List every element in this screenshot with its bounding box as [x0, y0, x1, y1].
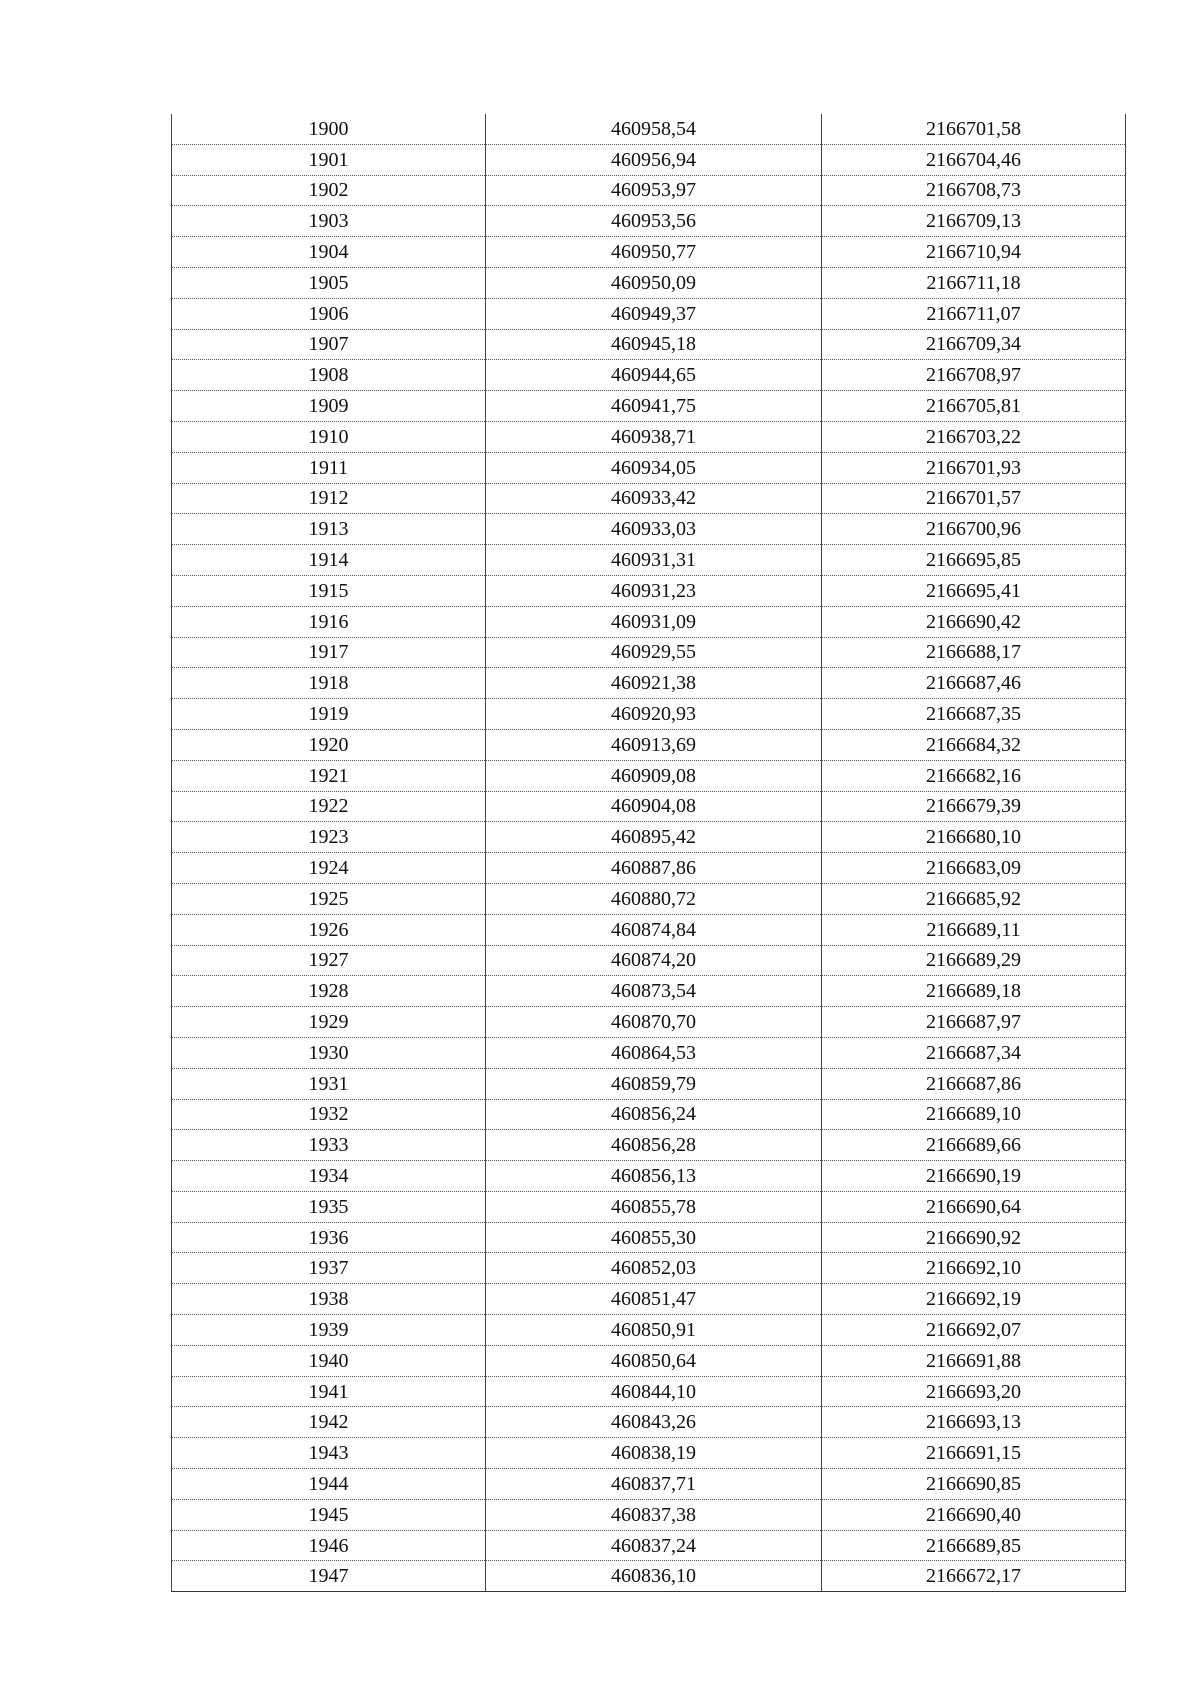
point-number-cell: 1934: [172, 1161, 486, 1192]
point-number-cell: 1944: [172, 1469, 486, 1500]
table-row: [172, 114, 1126, 144]
y-coordinate-cell: 2166680,10: [822, 822, 1126, 853]
table-row: [172, 1345, 1126, 1376]
y-coordinate-cell: 2166690,85: [822, 1469, 1126, 1500]
table-row: [172, 1438, 1126, 1469]
point-number-cell: 1925: [172, 883, 486, 914]
y-coordinate-cell: 2166683,09: [822, 853, 1126, 884]
y-coordinate-cell: 2166692,10: [822, 1253, 1126, 1284]
y-coordinate-cell: 2166690,19: [822, 1161, 1126, 1192]
y-coordinate-cell: 2166689,66: [822, 1130, 1126, 1161]
y-coordinate-cell: 2166704,46: [822, 144, 1126, 175]
y-coordinate-cell: 2166710,94: [822, 237, 1126, 268]
x-coordinate-cell: 460950,09: [486, 267, 822, 298]
x-coordinate-cell: 460934,05: [486, 452, 822, 483]
point-number-cell: 1931: [172, 1068, 486, 1099]
table-row: [172, 298, 1126, 329]
y-coordinate-cell: 2166690,92: [822, 1222, 1126, 1253]
point-number-cell: 1929: [172, 1007, 486, 1038]
point-number-cell: 1941: [172, 1376, 486, 1407]
table-row: [172, 237, 1126, 268]
y-coordinate-cell: 2166691,15: [822, 1438, 1126, 1469]
point-number-cell: 1918: [172, 668, 486, 699]
x-coordinate-cell: 460880,72: [486, 883, 822, 914]
y-coordinate-cell: 2166692,07: [822, 1315, 1126, 1346]
x-coordinate-cell: 460855,78: [486, 1191, 822, 1222]
table-row: [172, 545, 1126, 576]
point-number-cell: 1916: [172, 606, 486, 637]
table-row: [172, 175, 1126, 206]
x-coordinate-cell: 460953,56: [486, 206, 822, 237]
x-coordinate-cell: 460870,70: [486, 1007, 822, 1038]
y-coordinate-cell: 2166693,20: [822, 1376, 1126, 1407]
y-coordinate-cell: 2166689,18: [822, 976, 1126, 1007]
coordinates-table: [171, 114, 1126, 1592]
table-row: [172, 1499, 1126, 1530]
table-row: [172, 514, 1126, 545]
point-number-cell: 1921: [172, 760, 486, 791]
point-number-cell: 1943: [172, 1438, 486, 1469]
x-coordinate-cell: 460855,30: [486, 1222, 822, 1253]
table-row: [172, 1284, 1126, 1315]
x-coordinate-cell: 460864,53: [486, 1037, 822, 1068]
x-coordinate-cell: 460933,03: [486, 514, 822, 545]
x-coordinate-cell: 460904,08: [486, 791, 822, 822]
table-row: [172, 421, 1126, 452]
y-coordinate-cell: 2166687,86: [822, 1068, 1126, 1099]
x-coordinate-cell: 460837,24: [486, 1530, 822, 1561]
x-coordinate-cell: 460873,54: [486, 976, 822, 1007]
table-row: [172, 668, 1126, 699]
table-row: [172, 1253, 1126, 1284]
x-coordinate-cell: 460909,08: [486, 760, 822, 791]
point-number-cell: 1939: [172, 1315, 486, 1346]
x-coordinate-cell: 460949,37: [486, 298, 822, 329]
table-row: [172, 1068, 1126, 1099]
x-coordinate-cell: 460852,03: [486, 1253, 822, 1284]
y-coordinate-cell: 2166682,16: [822, 760, 1126, 791]
x-coordinate-cell: 460956,94: [486, 144, 822, 175]
y-coordinate-cell: 2166692,19: [822, 1284, 1126, 1315]
y-coordinate-cell: 2166701,93: [822, 452, 1126, 483]
point-number-cell: 1900: [172, 114, 486, 144]
table-row: [172, 914, 1126, 945]
x-coordinate-cell: 460931,31: [486, 545, 822, 576]
x-coordinate-cell: 460950,77: [486, 237, 822, 268]
point-number-cell: 1928: [172, 976, 486, 1007]
y-coordinate-cell: 2166703,22: [822, 421, 1126, 452]
point-number-cell: 1913: [172, 514, 486, 545]
x-coordinate-cell: 460931,09: [486, 606, 822, 637]
point-number-cell: 1912: [172, 483, 486, 514]
x-coordinate-cell: 460887,86: [486, 853, 822, 884]
table-row: [172, 483, 1126, 514]
x-coordinate-cell: 460874,84: [486, 914, 822, 945]
point-number-cell: 1915: [172, 575, 486, 606]
table-row: [172, 575, 1126, 606]
table-row: [172, 606, 1126, 637]
y-coordinate-cell: 2166689,29: [822, 945, 1126, 976]
x-coordinate-cell: 460920,93: [486, 699, 822, 730]
table-row: [172, 391, 1126, 422]
point-number-cell: 1926: [172, 914, 486, 945]
x-coordinate-cell: 460843,26: [486, 1407, 822, 1438]
x-coordinate-cell: 460933,42: [486, 483, 822, 514]
table-row: [172, 1037, 1126, 1068]
y-coordinate-cell: 2166709,13: [822, 206, 1126, 237]
table-row: [172, 144, 1126, 175]
point-number-cell: 1938: [172, 1284, 486, 1315]
x-coordinate-cell: 460913,69: [486, 729, 822, 760]
point-number-cell: 1936: [172, 1222, 486, 1253]
x-coordinate-cell: 460929,55: [486, 637, 822, 668]
point-number-cell: 1922: [172, 791, 486, 822]
point-number-cell: 1903: [172, 206, 486, 237]
x-coordinate-cell: 460953,97: [486, 175, 822, 206]
x-coordinate-cell: 460856,13: [486, 1161, 822, 1192]
table-row: [172, 760, 1126, 791]
y-coordinate-cell: 2166689,11: [822, 914, 1126, 945]
table-row: [172, 637, 1126, 668]
y-coordinate-cell: 2166709,34: [822, 329, 1126, 360]
point-number-cell: 1905: [172, 267, 486, 298]
table-row: [172, 1561, 1126, 1592]
table-row: [172, 452, 1126, 483]
table-row: [172, 883, 1126, 914]
x-coordinate-cell: 460856,28: [486, 1130, 822, 1161]
x-coordinate-cell: 460859,79: [486, 1068, 822, 1099]
point-number-cell: 1946: [172, 1530, 486, 1561]
y-coordinate-cell: 2166690,40: [822, 1499, 1126, 1530]
x-coordinate-cell: 460838,19: [486, 1438, 822, 1469]
table-row: [172, 1469, 1126, 1500]
point-number-cell: 1908: [172, 360, 486, 391]
x-coordinate-cell: 460837,38: [486, 1499, 822, 1530]
point-number-cell: 1940: [172, 1345, 486, 1376]
table-row: [172, 1099, 1126, 1130]
point-number-cell: 1902: [172, 175, 486, 206]
y-coordinate-cell: 2166695,85: [822, 545, 1126, 576]
table-row: [172, 976, 1126, 1007]
table-row: [172, 1315, 1126, 1346]
y-coordinate-cell: 2166687,35: [822, 699, 1126, 730]
table-row: [172, 822, 1126, 853]
x-coordinate-cell: 460895,42: [486, 822, 822, 853]
table-row: [172, 1530, 1126, 1561]
y-coordinate-cell: 2166689,10: [822, 1099, 1126, 1130]
point-number-cell: 1914: [172, 545, 486, 576]
point-number-cell: 1911: [172, 452, 486, 483]
x-coordinate-cell: 460850,91: [486, 1315, 822, 1346]
y-coordinate-cell: 2166690,64: [822, 1191, 1126, 1222]
table-row: [172, 360, 1126, 391]
y-coordinate-cell: 2166690,42: [822, 606, 1126, 637]
table-row: [172, 945, 1126, 976]
table-row: [172, 699, 1126, 730]
point-number-cell: 1906: [172, 298, 486, 329]
point-number-cell: 1923: [172, 822, 486, 853]
y-coordinate-cell: 2166689,85: [822, 1530, 1126, 1561]
point-number-cell: 1945: [172, 1499, 486, 1530]
table-row: [172, 1161, 1126, 1192]
x-coordinate-cell: 460931,23: [486, 575, 822, 606]
point-number-cell: 1909: [172, 391, 486, 422]
y-coordinate-cell: 2166711,07: [822, 298, 1126, 329]
point-number-cell: 1917: [172, 637, 486, 668]
x-coordinate-cell: 460851,47: [486, 1284, 822, 1315]
table-row: [172, 1376, 1126, 1407]
point-number-cell: 1933: [172, 1130, 486, 1161]
y-coordinate-cell: 2166701,57: [822, 483, 1126, 514]
y-coordinate-cell: 2166672,17: [822, 1561, 1126, 1592]
table-row: [172, 329, 1126, 360]
y-coordinate-cell: 2166693,13: [822, 1407, 1126, 1438]
y-coordinate-cell: 2166687,97: [822, 1007, 1126, 1038]
point-number-cell: 1927: [172, 945, 486, 976]
point-number-cell: 1920: [172, 729, 486, 760]
y-coordinate-cell: 2166708,97: [822, 360, 1126, 391]
y-coordinate-cell: 2166708,73: [822, 175, 1126, 206]
y-coordinate-cell: 2166684,32: [822, 729, 1126, 760]
table-row: [172, 729, 1126, 760]
y-coordinate-cell: 2166685,92: [822, 883, 1126, 914]
table-row: [172, 267, 1126, 298]
x-coordinate-cell: 460938,71: [486, 421, 822, 452]
point-number-cell: 1937: [172, 1253, 486, 1284]
table-row: [172, 1007, 1126, 1038]
x-coordinate-cell: 460941,75: [486, 391, 822, 422]
point-number-cell: 1932: [172, 1099, 486, 1130]
point-number-cell: 1910: [172, 421, 486, 452]
table-row: [172, 1407, 1126, 1438]
y-coordinate-cell: 2166687,34: [822, 1037, 1126, 1068]
y-coordinate-cell: 2166705,81: [822, 391, 1126, 422]
x-coordinate-cell: 460945,18: [486, 329, 822, 360]
x-coordinate-cell: 460874,20: [486, 945, 822, 976]
x-coordinate-cell: 460921,38: [486, 668, 822, 699]
point-number-cell: 1947: [172, 1561, 486, 1592]
x-coordinate-cell: 460850,64: [486, 1345, 822, 1376]
x-coordinate-cell: 460958,54: [486, 114, 822, 144]
point-number-cell: 1901: [172, 144, 486, 175]
point-number-cell: 1942: [172, 1407, 486, 1438]
y-coordinate-cell: 2166711,18: [822, 267, 1126, 298]
point-number-cell: 1919: [172, 699, 486, 730]
point-number-cell: 1935: [172, 1191, 486, 1222]
y-coordinate-cell: 2166688,17: [822, 637, 1126, 668]
table-row: [172, 1130, 1126, 1161]
x-coordinate-cell: 460837,71: [486, 1469, 822, 1500]
point-number-cell: 1907: [172, 329, 486, 360]
x-coordinate-cell: 460844,10: [486, 1376, 822, 1407]
y-coordinate-cell: 2166679,39: [822, 791, 1126, 822]
y-coordinate-cell: 2166691,88: [822, 1345, 1126, 1376]
point-number-cell: 1924: [172, 853, 486, 884]
table-row: [172, 1222, 1126, 1253]
table-row: [172, 206, 1126, 237]
x-coordinate-cell: 460856,24: [486, 1099, 822, 1130]
x-coordinate-cell: 460944,65: [486, 360, 822, 391]
x-coordinate-cell: 460836,10: [486, 1561, 822, 1592]
y-coordinate-cell: 2166700,96: [822, 514, 1126, 545]
y-coordinate-cell: 2166687,46: [822, 668, 1126, 699]
table-row: [172, 853, 1126, 884]
table-row: [172, 791, 1126, 822]
table-row: [172, 1191, 1126, 1222]
y-coordinate-cell: 2166701,58: [822, 114, 1126, 144]
coordinates-table-body: [172, 114, 1126, 1592]
point-number-cell: 1930: [172, 1037, 486, 1068]
y-coordinate-cell: 2166695,41: [822, 575, 1126, 606]
point-number-cell: 1904: [172, 237, 486, 268]
